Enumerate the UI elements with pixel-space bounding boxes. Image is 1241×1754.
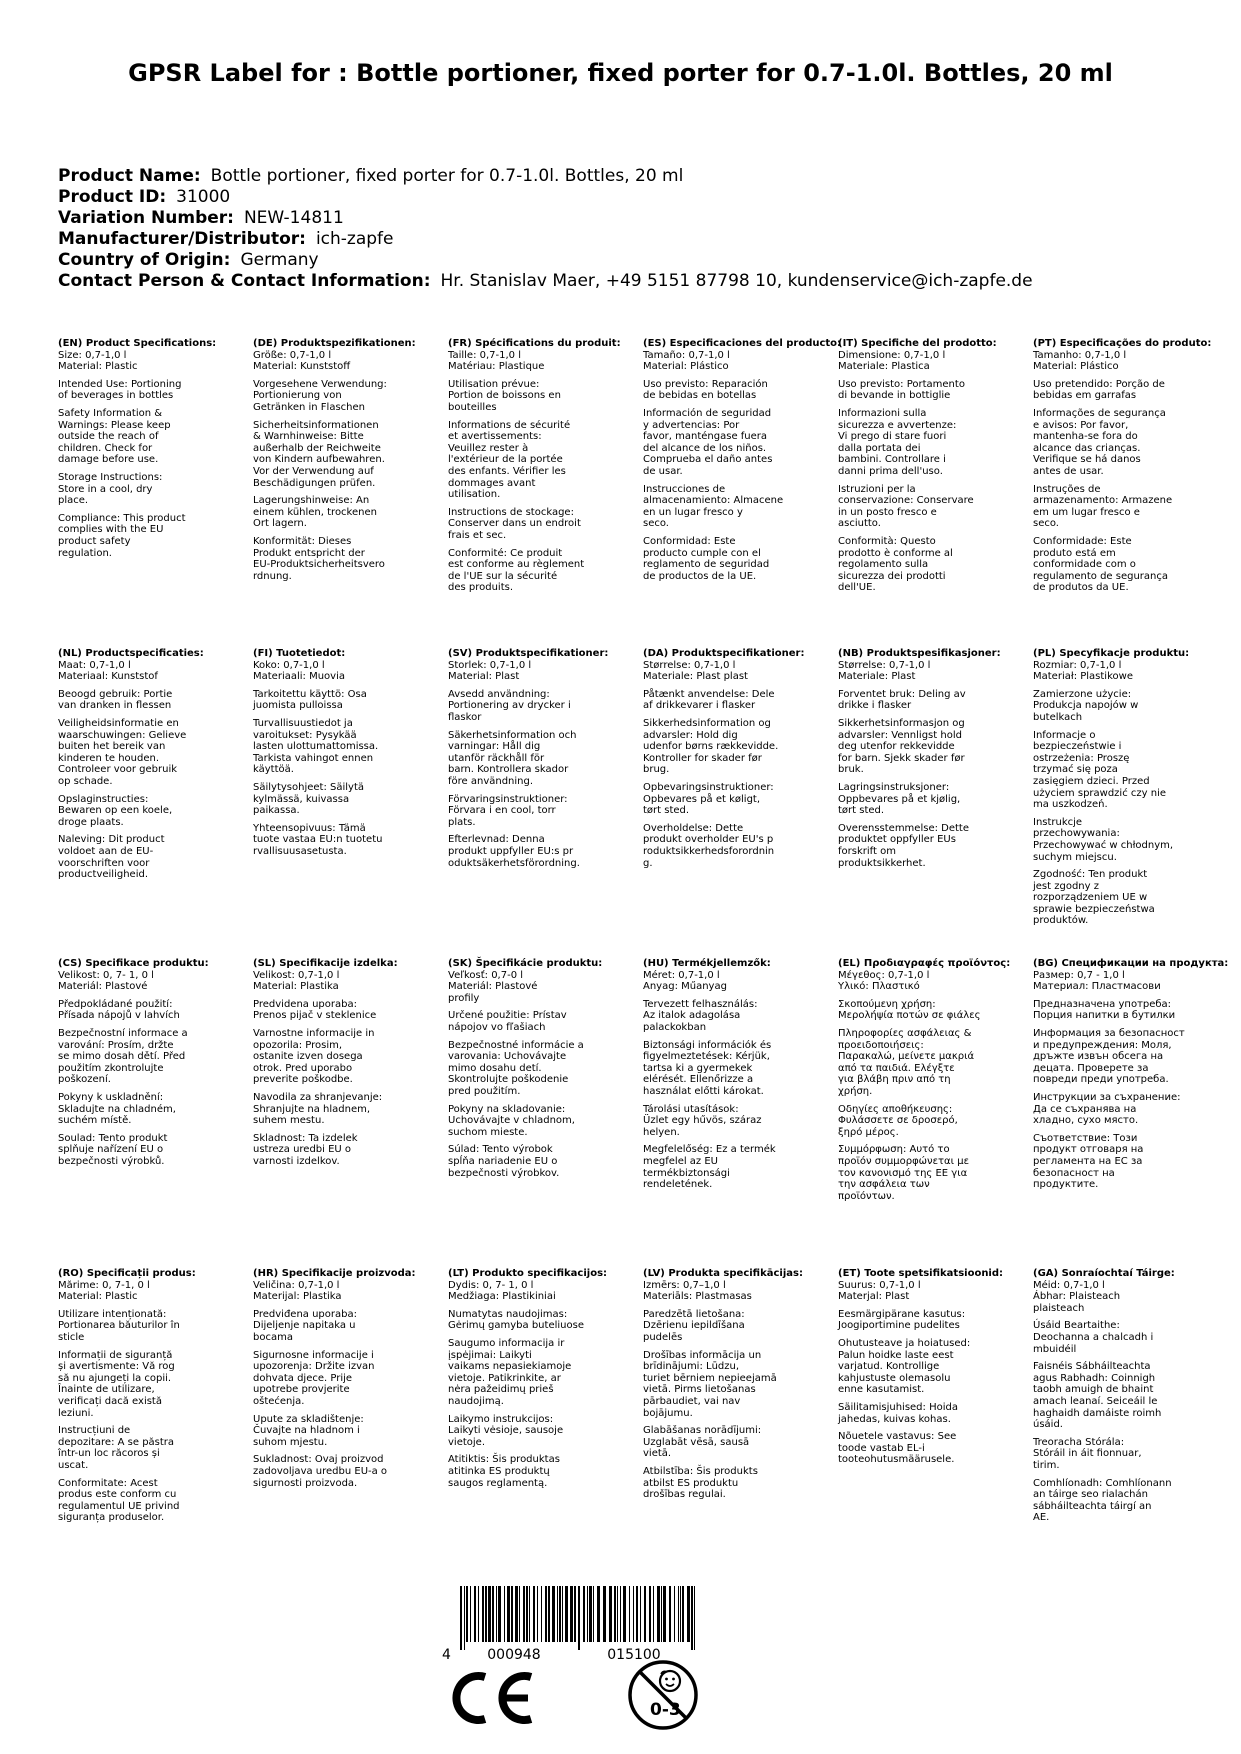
spec-line: Informações de segurança e avisos: Por favor, mantenha-se fora do alcance das crianças. Verifique se há danos antes de usar. (1033, 407, 1166, 477)
language-heading: (CS) Specifikace produktu: (58, 958, 209, 969)
ce-mark-icon (450, 1668, 536, 1728)
spec-line: Säkerhetsinformation och varningar: Håll dig utanför räckhåll för barn. Kontrollera skador före användning. (448, 729, 577, 787)
spec-line: Suurus: 0,7-1,0 l (838, 1279, 921, 1291)
spec-line: Sukladnost: Ovaj proizvod zadovoljava uredbu EU-a o sigurnosti proizvoda. (253, 1454, 388, 1489)
spec-line: Informacje o bezpieczeństwie i ostrzeżenia: Proszę trzymać się poza zasięgiem dzieci. Przed użyciem sprawdzić czy nie ma uszkodzeń. (1033, 729, 1166, 811)
spec-line: Zgodność: Ten produkt jest zgodny z rozporządzeniem UE w sprawie bezpieczeństwa produktów. (1033, 869, 1155, 927)
spec-line: Opbevaringsinstruktioner: Opbevares på et køligt, tørt sted. (643, 781, 774, 817)
language-block (253, 648, 443, 858)
spec-line: Navodila za shranjevanje: Shranjujte na hladnem, suhem mestu. (253, 1091, 383, 1127)
language-heading: (GA) Sonraíochtaí Táirge: (1033, 1268, 1175, 1279)
spec-line: Naleving: Dit product voldoet aan de EU- voorschriften voor productveiligheid. (58, 834, 165, 881)
spec-line: Nõuetele vastavus: See toode vastab EL-i tooteohutusmäärusele. (838, 1431, 957, 1466)
language-heading: (LV) Produkta specifikācijas: (643, 1268, 803, 1279)
spec-line: Avsedd användning: Portionering av drycker i flaskor (448, 688, 571, 723)
language-heading: (BG) Спецификации на продукта: (1033, 958, 1229, 969)
barcode-bar (620, 1586, 621, 1642)
barcode-bar (644, 1586, 646, 1642)
info-row (58, 229, 1198, 250)
spec-line: Съответствие: Този продукт отговаря на регламента на ЕС за безопасност на продуктите. (1033, 1132, 1144, 1191)
spec-line: Vorgesehene Verwendung: Portionierung von Getränken in Flaschen (253, 378, 387, 413)
spec-line: Treoracha Stórála: Stóráil in áit fionnuar, tirim. (1033, 1436, 1142, 1471)
spec-line: Úsáid Beartaithe: Deochanna a chalcadh i mbuidéil (1033, 1320, 1154, 1355)
language-block (448, 958, 638, 1179)
spec-line: Méret: 0,7-1,0 l (643, 969, 720, 981)
language-block (1033, 1268, 1223, 1524)
language-block (448, 648, 638, 869)
barcode-bar (587, 1586, 588, 1642)
info-row (58, 250, 1198, 271)
spec-line: Safety Information & Warnings: Please keep outside the reach of children. Check for damage before use. (58, 407, 171, 466)
barcode-bar (482, 1586, 484, 1642)
spec-line: Informații de siguranță și avertismente: Vă rog să nu ajungeți la copii. Înainte de utilizare, verificați dacă există leziuni. (58, 1349, 175, 1419)
spec-line: Eesmärgipärane kasutus: Joogiportimine pudelites (838, 1308, 966, 1332)
barcode-bar (488, 1586, 491, 1642)
info-row (58, 271, 1198, 292)
spec-line: Intended Use: Portioning of beverages in bottles (58, 378, 182, 402)
spec-line: Zamierzone użycie: Produkcja napojów w butelkach (1033, 688, 1139, 723)
spec-line: Istruzioni per la conservazione: Conservare in un posto fresco e asciutto. (838, 483, 974, 530)
spec-line: Materiál: Plastové (58, 981, 148, 993)
barcode-bar (466, 1586, 468, 1642)
spec-line: Material: Plástico (643, 361, 729, 373)
spec-line: Conformità: Questo prodotto è conforme al regolamento sulla sicurezza dei prodotti dell'UE. (838, 535, 953, 594)
spec-line: Taille: 0,7-1,0 l (448, 349, 521, 361)
info-label: Variation Number: (58, 208, 234, 228)
spec-line: Utilizare intenționată: Portionarea băuturilor în sticle (58, 1308, 180, 1343)
spec-line: Utilisation prévue: Portion de boissons en bouteilles (448, 378, 561, 413)
spec-line: Instrucțiuni de depozitare: A se păstra într-un loc răcoros și uscat. (58, 1425, 175, 1471)
language-heading: (FR) Spécifications du produit: (448, 338, 621, 349)
barcode-bar (474, 1586, 476, 1642)
barcode-bar (578, 1586, 580, 1650)
barcode-bar (515, 1586, 518, 1642)
spec-line: Koko: 0,7-1,0 l (253, 659, 325, 671)
barcode-bar (485, 1586, 487, 1642)
barcode-bar (519, 1586, 520, 1642)
language-heading: (SL) Specifikacije izdelka: (253, 958, 398, 969)
language-block (1033, 958, 1229, 1191)
barcode-bar (694, 1586, 695, 1650)
spec-line: Storlek: 0,7-1,0 l (448, 659, 532, 671)
info-row (58, 208, 1198, 229)
barcode-bar (617, 1586, 618, 1642)
barcode-bar (669, 1586, 671, 1642)
barcode-bar (649, 1586, 651, 1642)
spec-line: Conformidade: Este produto está em conformidade com o regulamento de segurança de produtos da UE. (1033, 535, 1169, 594)
language-heading: (PT) Especificações do produto: (1033, 338, 1212, 349)
language-block (643, 338, 842, 582)
spec-line: Velikost: 0, 7- 1, 0 l (58, 969, 154, 981)
spec-line: Anyag: Műanyag (643, 981, 727, 993)
spec-line: Υλικό: Πλαστικό (838, 981, 920, 993)
barcode-bar (545, 1586, 547, 1642)
language-heading: (DE) Produktspezifikationen: (253, 338, 416, 349)
spec-line: Размер: 0,7 - 1,0 l (1033, 969, 1125, 981)
spec-line: Súlad: Tento výrobok spĺňa nariadenie EU o bezpečnosti výrobkov. (448, 1144, 560, 1179)
barcode-bar (687, 1586, 690, 1642)
spec-line: Méid: 0,7-1,0 l (1033, 1279, 1105, 1291)
spec-line: Tamaño: 0,7-1,0 l (643, 349, 730, 361)
language-heading: (LT) Produkto specifikacijos: (448, 1268, 608, 1279)
spec-line: Overensstemmelse: Dette produktet oppfyller EUs forskrift om produktsikkerhet. (838, 822, 969, 869)
language-block (58, 338, 248, 559)
product-info (58, 166, 1198, 292)
spec-line: Instruções de armazenamento: Armazene em um lugar fresco e seco. (1033, 483, 1173, 530)
barcode-bar (523, 1586, 525, 1642)
spec-line: Pokyny k uskladnění: Skladujte na chladném, suchém místě. (58, 1091, 176, 1127)
language-heading: (EL) Προδιαγραφές προϊόντος: (838, 958, 1011, 969)
barcode-bars (460, 1586, 695, 1650)
barcode-bar (623, 1586, 626, 1642)
language-heading: (HR) Specifikacije proizvoda: (253, 1268, 416, 1279)
spec-line: Förvaringsinstruktioner: Förvara i en cool, torr plats. (448, 793, 568, 828)
language-block (253, 958, 443, 1168)
spec-line: Instrukcje przechowywania: Przechowywać w chłodnym, suchym miejscu. (1033, 816, 1174, 863)
barcode-bar (565, 1586, 568, 1642)
language-block (838, 338, 1028, 594)
spec-line: Material: Plastic (58, 1291, 138, 1303)
barcode-bar (507, 1586, 510, 1642)
spec-line: Matériau: Plastique (448, 361, 545, 373)
language-block (58, 648, 248, 881)
spec-line: Overholdelse: Dette produkt overholder EU's p roduktsikkerhedsforordnin g. (643, 822, 775, 869)
barcode-bar (680, 1586, 681, 1642)
info-label: Country of Origin: (58, 250, 231, 270)
info-label: Product ID: (58, 187, 167, 207)
info-value: Bottle portioner, fixed porter for 0.7-1.0l. Bottles, 20 ml (210, 166, 684, 186)
spec-line: Πληροφορίες ασφάλειας & προειδοποιήσεις: Παρακαλώ, μείνετε μακριά από τα παιδιά. Ελέγξτε για βλάβη πριν από τη χρήση. (838, 1027, 975, 1097)
barcode-bar (682, 1586, 684, 1642)
language-block (643, 648, 833, 869)
spec-line: Информация за безопасност и предупреждения: Моля, дръжте извън обсега на децата. Проверете за повреди преди употреба. (1033, 1027, 1185, 1086)
spec-line: Atbilstība: Šis produkts atbilst ES produktu drošības regulai. (643, 1465, 758, 1501)
spec-line: Laikymo instrukcijos: Laikyti vėsioje, sausoje vietoje. (448, 1413, 564, 1448)
barcode-bar (691, 1586, 693, 1650)
spec-line: Dimensione: 0,7-1,0 l (838, 349, 946, 361)
spec-line: Materiāls: Plastmasas (643, 1291, 752, 1303)
spec-line: Материал: Пластмасови (1033, 981, 1161, 993)
barcode-bar (562, 1586, 563, 1642)
language-heading: (RO) Specificații produs: (58, 1268, 196, 1279)
barcode-bar (678, 1586, 679, 1642)
barcode-digits-lead: 4 (442, 1647, 451, 1662)
barcode-bar (498, 1586, 501, 1642)
spec-line: Sicherheitsinformationen & Warnhinweise: Bitte außerhalb der Reichweite von Kindern aufbewahren. Vor der Verwendung auf Beschädigungen prüfen. (253, 419, 385, 489)
spec-line: Biztonsági információk és figyelmeztetések: Kérjük, tartsa ki a gyermekek elérését. Ellenőrizze a használat előtti károkat. (643, 1039, 772, 1097)
language-block (838, 1268, 1028, 1466)
barcode-bar (557, 1586, 558, 1642)
spec-line: Comhlíonadh: Comhlíonann an táirge seo rialachán sábháilteachta táirgí an AE. (1033, 1477, 1172, 1524)
barcode-bar (597, 1586, 600, 1642)
barcode-bar (496, 1586, 497, 1642)
language-heading: (SV) Produktspecifikationer: (448, 648, 609, 659)
info-label: Contact Person & Contact Information: (58, 271, 431, 291)
spec-line: Materiale: Plast plast (643, 671, 748, 683)
spec-line: Megfelelőség: Ez a termék megfelel az EU termékbiztonsági rendeletének. (643, 1144, 776, 1191)
spec-line: Medžiaga: Plastikiniai (448, 1291, 556, 1303)
spec-line: Rozmiar: 0,7-1,0 l (1033, 659, 1122, 671)
info-value: Germany (240, 250, 319, 270)
spec-line: Predvidena uporaba: Prenos pijač v steklenice (253, 998, 377, 1022)
spec-line: Materiał: Plastikowe (1033, 671, 1133, 683)
spec-line: Material: Plástico (1033, 361, 1119, 373)
spec-line: Sikkerhetsinformasjon og advarsler: Vennligst hold deg utenfor rekkevidde for barn. Sjekk skader før bruk. (838, 717, 965, 776)
language-heading: (EN) Product Specifications: (58, 338, 217, 349)
info-label: Product Name: (58, 166, 201, 186)
age-range-label: 0-3 (650, 1700, 681, 1720)
info-row (58, 187, 1198, 208)
spec-line: Beoogd gebruik: Portie van dranken in flessen (58, 688, 173, 712)
spec-line: Veiligheidsinformatie en waarschuwingen: Gelieve buiten het bereik van kinderen te houden. Controleer voor gebruik op schade. (58, 717, 187, 787)
barcode-bar (548, 1586, 550, 1642)
language-block (253, 338, 443, 582)
language-block (1033, 648, 1223, 927)
language-block (643, 958, 833, 1191)
spec-line: Materiale: Plastica (838, 361, 930, 373)
language-block (838, 648, 1028, 869)
barcode (438, 1586, 738, 1662)
spec-line: Veľkosť: 0,7-0 l (448, 969, 524, 981)
barcode-bar (589, 1586, 592, 1642)
spec-line: Turvallisuustiedot ja varoitukset: Pysykää lasten ulottumattomissa. Tarkista vahingot ennen käyttöä. (253, 717, 379, 776)
spec-line: Materijal: Plastika (253, 1291, 342, 1303)
barcode-bar (674, 1586, 675, 1642)
spec-line: Instructions de stockage: Conserver dans un endroit frais et sec. (448, 506, 581, 541)
spec-line: Tárolási utasítások: Üzlet egy hűvös, száraz helyen. (643, 1103, 762, 1138)
spec-line: Konformität: Dieses Produkt entspricht der EU-Produktsicherheitsvero rdnung. (253, 535, 385, 582)
spec-line: Material: Plastika (253, 981, 339, 993)
spec-line: Tamanho: 0,7-1,0 l (1033, 349, 1127, 361)
barcode-bar (526, 1586, 528, 1642)
spec-line: Opslaginstructies: Bewaren op een koele, droge plaats. (58, 793, 173, 828)
spec-line: Conformidad: Este producto cumple con el reglamento de seguridad de productos de la UE. (643, 535, 770, 582)
spec-line: Tarkoitettu käyttö: Osa juomista pulloissa (253, 688, 367, 712)
spec-line: Bezpečnostní informace a varování: Prosím, držte se mimo dosah dětí. Před použitím zkontrolujte poškození. (58, 1027, 188, 1086)
language-heading: (ET) Toote spetsifikatsioonid: (838, 1268, 1004, 1279)
spec-line: Инструкции за съхранение: Да се съхранява на хладно, сухо място. (1033, 1091, 1181, 1127)
spec-line: Lagerungshinweise: An einem kühlen, trockenen Ort lagern. (253, 495, 377, 530)
spec-line: Size: 0,7-1,0 l (58, 349, 127, 361)
spec-line: Paredzētā lietošana: Dzērienu iepildīšana pudelēs (643, 1308, 745, 1343)
spec-line: Οδηγίες αποθήκευσης: Φυλάσσετε σε δροσερό, ξηρό μέρος. (838, 1103, 958, 1138)
barcode-bar (663, 1586, 666, 1642)
spec-line: Tervezett felhasználás: Az italok adagolása palackokban (643, 998, 758, 1033)
spec-line: Μέγεθος: 0,7-1,0 l (838, 969, 930, 981)
info-value: NEW-14811 (243, 208, 344, 228)
barcode-bar (653, 1586, 654, 1642)
spec-line: Drošības informācija un brīdinājumi: Lūdzu, turiet bērniem nepieejamā vietā. Pirms lietošanas pārbaudiet, vai nav bojājumu. (643, 1349, 777, 1419)
spec-line: Soulad: Tento produkt splňuje nařízení EU o bezpečnosti výrobků. (58, 1132, 168, 1167)
spec-line: Velikost: 0,7-1,0 l (253, 969, 340, 981)
barcode-bar (636, 1586, 638, 1642)
barcode-bar (593, 1586, 594, 1642)
spec-line: Saugumo informacija ir įspėjimai: Laikyti vaikams nepasiekiamoje vietoje. Patikrinkite, ar nėra pažeidimų prieš naudojimą. (448, 1337, 572, 1407)
spec-line: Atitiktis: Šis produktas atitinka ES produktų saugos reglamentą. (448, 1454, 560, 1489)
info-row (58, 166, 1198, 187)
spec-line: Uso pretendido: Porção de bebidas em garrafas (1033, 378, 1165, 402)
language-heading: (DA) Produktspecifikationer: (643, 648, 805, 659)
language-heading: (HU) Termékjellemzők: (643, 958, 771, 969)
language-heading: (NL) Productspecificaties: (58, 648, 204, 659)
page-title: GPSR Label for : Bottle portioner, fixed porter for 0.7-1.0l. Bottles, 20 ml (128, 59, 1113, 87)
spec-line: Dydis: 0, 7- 1, 0 l (448, 1279, 534, 1291)
spec-line: Ábhar: Plaisteach plaisteach (1033, 1291, 1121, 1314)
spec-line: Určené použitie: Prístav nápojov vo fľašiach (448, 1010, 567, 1033)
spec-line: Uso previsto: Portamento di bevande in bottiglie (838, 378, 965, 402)
language-heading: (FI) Tuotetiedot: (253, 648, 346, 659)
barcode-bar (640, 1586, 641, 1642)
spec-line: Numatytas naudojimas: Gėrimų gamyba buteliuose (448, 1308, 584, 1332)
barcode-digits-left: 000948 (487, 1647, 541, 1662)
barcode-bar (478, 1586, 479, 1642)
info-value: 31000 (176, 187, 231, 207)
spec-line: Materiale: Plast (838, 671, 916, 683)
language-block (448, 338, 638, 594)
spec-line: Materjal: Plast (838, 1291, 910, 1303)
spec-line: Předpokládané použití: Přísada nápojů v lahvích (58, 998, 180, 1022)
spec-line: Lagringsinstruksjoner: Oppbevares på et kjølig, tørt sted. (838, 781, 961, 817)
spec-line: Upute za skladištenje: Čuvajte na hladnom i suhom mjestu. (253, 1413, 364, 1448)
barcode-bar (533, 1586, 535, 1642)
spec-line: Glabāšanas norādījumi: Uzglabāt vēsā, sausā vietā. (643, 1425, 762, 1460)
spec-line: Sigurnosne informacije i upozorenja: Držite izvan dohvata djece. Prije upotrebe provjerite oštećenja. (253, 1349, 375, 1407)
spec-line: Informazioni sulla sicurezza e avvertenze: Vi prego di stare fuori dalla portata dei bambini. Controllare i danni prima dell'uso. (838, 407, 957, 477)
language-block (448, 1268, 638, 1489)
spec-line: Materiaali: Muovia (253, 671, 345, 683)
barcode-bar (629, 1586, 630, 1642)
barcode-bar (492, 1586, 494, 1642)
spec-line: Σκοπούμενη χρήση: Μερολήψία ποτών σε φιάλες (838, 998, 981, 1022)
spec-line: Pokyny na skladovanie: Uchovávajte v chladnom, suchom mieste. (448, 1103, 575, 1138)
spec-line: Predviđena uporaba: Dijeljenje napitaka u bocama (253, 1308, 357, 1343)
info-value: Hr. Stanislav Maer, +49 5151 87798 10, kundenservice@ich-zapfe.de (440, 271, 1033, 291)
spec-line: Material: Kunststoff (253, 361, 351, 373)
spec-line: Materiál: Plastové profily (448, 981, 538, 1004)
spec-line: Instrucciones de almacenamiento: Almacene en un lugar fresco y seco. (643, 483, 784, 530)
language-block (1033, 338, 1223, 594)
barcode-bar (633, 1586, 634, 1642)
info-value: ich-zapfe (315, 229, 394, 249)
barcode-bar (537, 1586, 538, 1642)
barcode-bar (504, 1586, 505, 1642)
spec-line: Compliance: This product complies with the EU product safety regulation. (58, 512, 186, 559)
spec-line: Συμμόρφωση: Αυτό το προϊόν συμμορφώνεται με τον κανονισμό της ΕΕ για την ασφάλεια των προϊόντων. (838, 1144, 969, 1202)
spec-line: Material: Plast (448, 671, 520, 683)
language-block (58, 958, 248, 1168)
barcode-bar (574, 1586, 576, 1642)
spec-line: Bezpečnostné informácie a varovania: Uchovávajte mimo dosahu detí. Skontrolujte poškodenie pred použitím. (448, 1039, 584, 1097)
barcode-bar (511, 1586, 513, 1642)
barcode-bar (529, 1586, 530, 1642)
spec-line: Størrelse: 0,7-1,0 l (643, 659, 736, 671)
spec-line: Предназначена употреба: Порция напитки в бутилки (1033, 998, 1176, 1022)
spec-line: Materiaal: Kunststof (58, 671, 158, 683)
spec-line: Uso previsto: Reparación de bebidas en botellas (643, 378, 768, 402)
spec-line: Conformitate: Acest produs este conform cu regulamentul UE privind siguranța produselor. (58, 1477, 180, 1524)
barcode-bar (460, 1586, 462, 1650)
barcode-bar (559, 1586, 561, 1642)
barcode-bar (552, 1586, 555, 1642)
spec-line: Veličina: 0,7-1,0 l (253, 1279, 340, 1291)
language-block (58, 1268, 248, 1524)
language-block (838, 958, 1028, 1202)
barcode-bar (609, 1586, 612, 1642)
spec-line: Efterlevnad: Denna produkt uppfyller EU:s pr oduktsäkerhetsförordning. (448, 834, 580, 869)
spec-line: Material: Plastic (58, 361, 138, 373)
language-block (253, 1268, 443, 1489)
barcode-bar (603, 1586, 606, 1642)
spec-line: Størrelse: 0,7-1,0 l (838, 659, 931, 671)
barcode-bar (583, 1586, 585, 1642)
language-heading: (SK) Špecifikácie produktu: (448, 958, 603, 969)
language-heading: (NB) Produktspesifikasjoner: (838, 648, 1001, 659)
spec-line: Varnostne informacije in opozorila: Prosim, ostanite izven dosega otrok. Pred uporabo preverite poškodbe. (253, 1027, 375, 1086)
spec-line: Säilytysohjeet: Säilytä kylmässä, kuivassa paikassa. (253, 781, 365, 817)
language-heading: (IT) Specifiche del prodotto: (838, 338, 997, 349)
spec-line: Maat: 0,7-1,0 l (58, 659, 131, 671)
spec-line: Storage Instructions: Store in a cool, dry place. (58, 471, 163, 507)
barcode-digits-right: 015100 (607, 1647, 661, 1662)
spec-line: Izmērs: 0,7–1,0 l (643, 1279, 726, 1291)
barcode-bar (470, 1586, 471, 1642)
barcode-bar (657, 1586, 660, 1642)
spec-line: Faisnéis Sábháilteachta agus Rabhadh: Coinnigh taobh amuigh de bhaint amach leanaí. Seiceáil le haghaidh damáiste roimh úsáid. (1033, 1361, 1162, 1431)
spec-line: Forventet bruk: Deling av drikke i flasker (838, 688, 966, 712)
language-heading: (ES) Especificaciones del producto: (643, 338, 842, 349)
language-heading: (PL) Specyfikacje produktu: (1033, 648, 1190, 659)
spec-line: Skladnost: Ta izdelek ustreza uredbi EU o varnosti izdelkov. (253, 1132, 358, 1167)
spec-line: Conformité: Ce produit est conforme au règlement de l'UE sur la sécurité des produits. (448, 547, 585, 594)
barcode-bar (464, 1586, 465, 1650)
spec-line: Mărime: 0, 7-1, 0 l (58, 1279, 150, 1291)
barcode-bar (614, 1586, 616, 1642)
language-block (643, 1268, 833, 1501)
spec-line: Säilitamisjuhised: Hoida jahedas, kuivas kohas. (838, 1401, 958, 1425)
barcode-bar (661, 1586, 662, 1642)
spec-line: Ohutusteave ja hoiatused: Palun hoidke laste eest varjatud. Kontrollige kahjustuste olemasolu enne kasutamist. (838, 1337, 971, 1396)
spec-line: Größe: 0,7-1,0 l (253, 349, 332, 361)
spec-line: Informations de sécurité et avertissements: Veuillez rester à l'extérieur de la portée des enfants. Vérifier les dommages avant utilisation. (448, 419, 571, 501)
info-label: Manufacturer/Distributor: (58, 229, 306, 249)
spec-line: Påtænkt anvendelse: Dele af drikkevarer i flasker (643, 688, 775, 712)
spec-line: Información de seguridad y advertencias: Por favor, manténgase fuera del alcance de los niños. Comprueba el daño antes de usar. (643, 407, 773, 477)
spec-line: Sikkerhedsinformation og advarsler: Hold dig udenfor børns rækkevidde. Kontroller for skader før brug. (643, 717, 779, 776)
not-suitable-under-3-icon (625, 1657, 701, 1733)
barcode-bar (541, 1586, 542, 1642)
spec-line: Yhteensopivuus: Tämä tuote vastaa EU:n tuotetu rvallisuusasetusta. (253, 822, 383, 857)
barcode-bar (570, 1586, 573, 1642)
